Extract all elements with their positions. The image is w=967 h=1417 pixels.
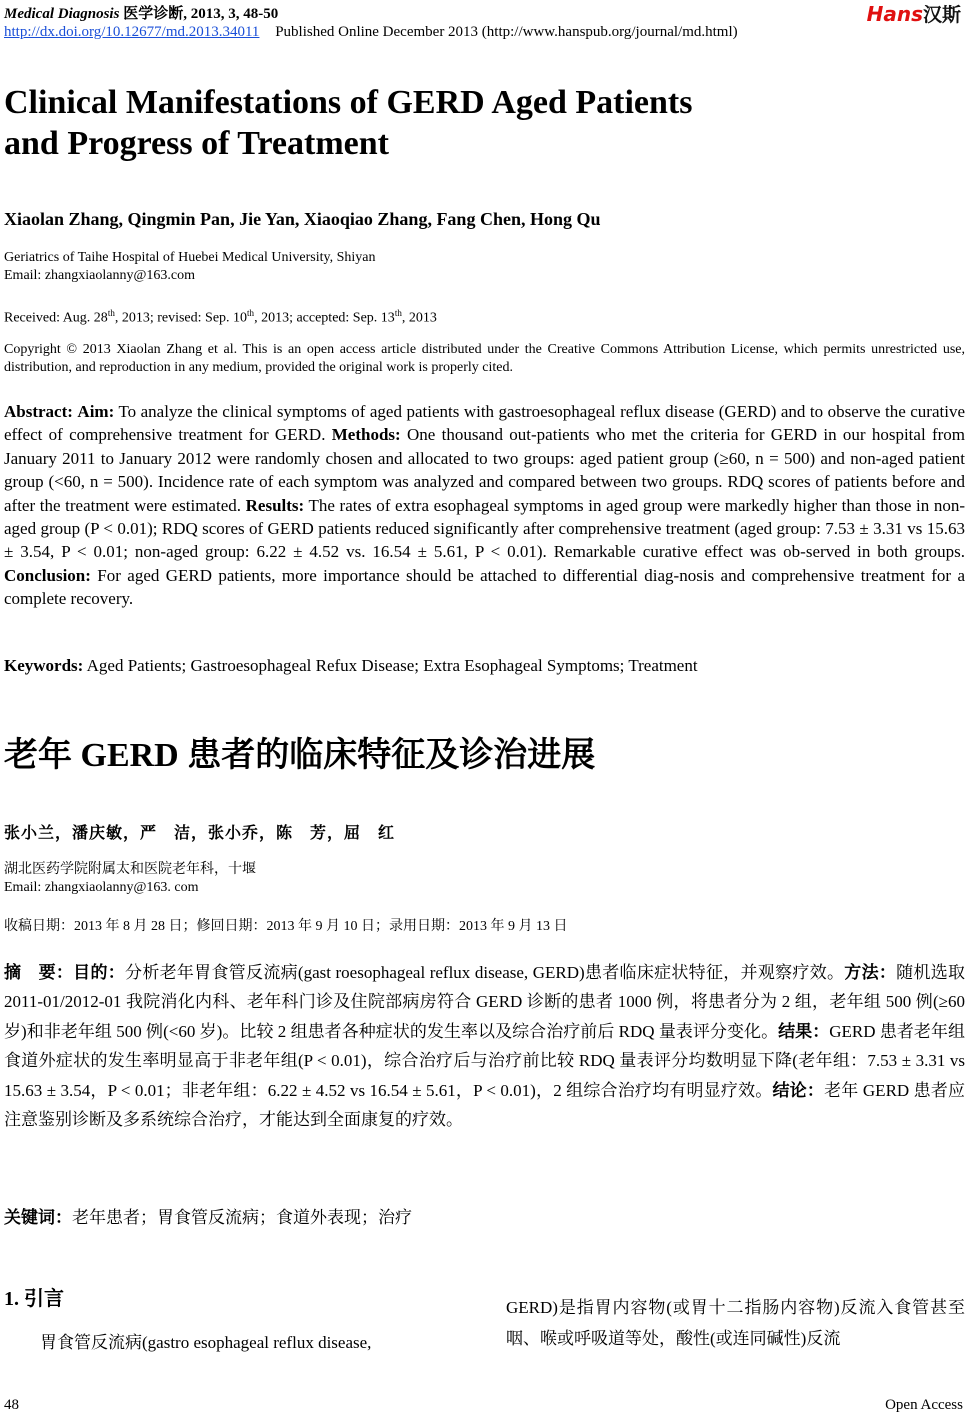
cn-abstract	[4, 958, 965, 1134]
author-list: Xiaolan Zhang, Qingmin Pan, Jie Yan, Xiaoqiao Zhang, Fang Chen, Hong Qu	[4, 209, 601, 229]
accepted-part: , 2013; accepted: Sep. 13	[254, 310, 395, 326]
published-info: Published Online December 2013 (http://www.hanspub.org/journal/md.html)	[275, 24, 738, 40]
results-text: The rates of extra esophageal symptoms in aged group were markedly higher than those in non-aged group (P < 0.01); RDQ scores of GERD patients reduced significantly after comprehensive treatment (aged group: 7.53 ± 3.31 vs 15.63 ± 3.54, P < 0.01; non-aged group: 6.22 ± 4.52 vs. 16.54 ± 5.61, P < 0.01). Remarkable curative effect was ob-served in both groups.	[4, 495, 965, 562]
cn-email-text: Email: zhangxiaolanny@163. com	[4, 880, 199, 895]
cn-affiliation	[4, 861, 256, 897]
conclusion-label: Conclusion:	[4, 565, 91, 585]
cn-authors: 张小兰，潘庆敏，严 洁，张小乔，陈 芳，屈 红	[4, 825, 396, 842]
cn-results-text: GERD 患者老年组食道外症状的发生率明显高于非老年组(P < 0.01)，综合治疗后与治疗前比较 RDQ 量表评分均数明显下降(老年组：7.53 ± 3.31 vs 15.63 ± 3.54，P < 0.01；非老年组：6.22 ± 4.52 vs 16.54 ± 5.61，P < 0.01)，2 组综合治疗均有明显疗效。	[4, 1021, 966, 1100]
cn-methods-label: 方法：	[844, 963, 897, 982]
cn-conclusion-text: 老年 GERD 患者应注意鉴别诊断及多系统综合治疗，才能达到全面康复的疗效。	[4, 1080, 966, 1130]
cn-aim-label: 目的：	[73, 963, 126, 982]
methods-text: One thousand out-patients who met the criteria for GERD in our hospital from January 2011 to January 2012 were randomly chosen and allocated to two groups: aged patient group (≥60, n = 500) and non-aged patient group (<60, n = 500). Incidence rate of each symptom was analyzed and compared between two groups. RDQ scores of patients before and after the treatment were estimated.	[4, 425, 966, 515]
cn-results-label: 结果：	[778, 1021, 830, 1041]
keywords-label: Keywords:	[4, 656, 84, 675]
hans-logo	[867, 0, 961, 27]
title-line-2: and Progress of Treatment	[4, 125, 389, 162]
cn-keywords-label: 关键词：	[4, 1208, 72, 1227]
aim-text: To analyze the clinical symptoms of aged patients with gastroesophageal reflux disease (GERD) and to observe the curative effect of comprehensive treatment for GERD.	[4, 402, 965, 445]
open-access-label: Open Access	[885, 1397, 963, 1413]
copyright-notice: Copyright © 2013 Xiaolan Zhang et al. This is an open access article distributed under the Creative Commons Attribution License, which permits unrestricted use, distribution, and reproduction in any medium, provided the original work is properly cited.	[4, 342, 965, 375]
page-number: 48	[4, 1397, 19, 1413]
aim-label: Aim:	[77, 402, 115, 421]
cn-dates: 收稿日期：2013 年 8 月 28 日；修回日期：2013 年 9 月 10 日；录用日期：2013 年 9 月 13 日	[4, 919, 568, 934]
ordinal-sup: th	[247, 308, 255, 318]
section-heading: 1. 引言	[4, 1288, 64, 1310]
affiliation	[4, 249, 375, 285]
doi-line	[4, 24, 738, 41]
abstract	[4, 400, 965, 611]
received-part: Received: Aug. 28	[4, 310, 108, 326]
logo-text-cn: 汉斯	[922, 4, 961, 26]
journal-volume: 2013, 3, 48-50	[190, 6, 279, 22]
received-dates	[4, 304, 437, 328]
cn-keywords-text: 老年患者；胃食管反流病；食道外表现；治疗	[72, 1208, 412, 1227]
keywords-text: Aged Patients; Gastroesophageal Refux Disease; Extra Esophageal Symptoms; Treatment	[86, 656, 698, 675]
logo-text-en: Hans	[866, 2, 923, 26]
section-right-column: GERD)是指胃内容物(或胃十二指肠内容物)反流入食管甚至咽、喉或呼吸道等处，酸性(或连同碱性)反流	[506, 1298, 965, 1348]
cn-abstract-label: 摘 要：	[4, 963, 74, 982]
journal-name-cn: 医学诊断	[123, 6, 184, 22]
title-line-1: Clinical Manifestations of GERD Aged Patients	[4, 84, 693, 121]
cn-conclusion-label: 结论：	[772, 1080, 825, 1100]
cn-methods-text: 随机选取 2011-01/2012-01 我院消化内科、老年科门诊及住院部病房符合 GERD 诊断的患者 1000 例，将患者分为 2 组，老年组 500 例(≥60 岁)和非老年组 500 例(<60 岁)。比较 2 组患者各种症状的发生率以及综合治疗前后 RDQ 量表评分变化。	[4, 963, 966, 1041]
cn-aim-text: 分析老年胃食管反流病(gast roesophageal reflux disease, GERD)患者临床症状特征，并观察疗效。	[125, 963, 845, 982]
paper-title	[4, 82, 692, 164]
section-left-column: 胃食管反流病(gastro esophageal reflux disease,	[40, 1333, 372, 1352]
year-part: , 2013	[401, 310, 437, 326]
journal-header: Medical Diagnosis 医学诊断, 2013, 3, 48-50	[4, 6, 279, 22]
keywords	[4, 654, 965, 677]
email-text: Email: zhangxiaolanny@163.com	[4, 268, 195, 283]
cn-keywords	[4, 1203, 412, 1232]
doi-link[interactable]: http://dx.doi.org/10.12677/md.2013.34011	[4, 24, 260, 40]
abstract-label: Abstract:	[4, 402, 73, 421]
journal-name: Medical Diagnosis	[4, 6, 120, 22]
results-label: Results:	[245, 495, 305, 515]
cn-affiliation-text: 湖北医药学院附属太和医院老年科，十堰	[4, 862, 256, 877]
cn-title: 老年 GERD 患者的临床特征及诊治进展	[4, 737, 596, 774]
ordinal-sup: th	[107, 308, 115, 318]
affiliation-text: Geriatrics of Taihe Hospital of Huebei Medical University, Shiyan	[4, 250, 376, 265]
revised-part: , 2013; revised: Sep. 10	[114, 310, 248, 326]
conclusion-text: For aged GERD patients, more importance should be attached to differential diag-nosis and comprehensive treatment for a complete recovery.	[4, 565, 966, 609]
methods-label: Methods:	[331, 425, 401, 445]
ordinal-sup: th	[394, 308, 402, 318]
